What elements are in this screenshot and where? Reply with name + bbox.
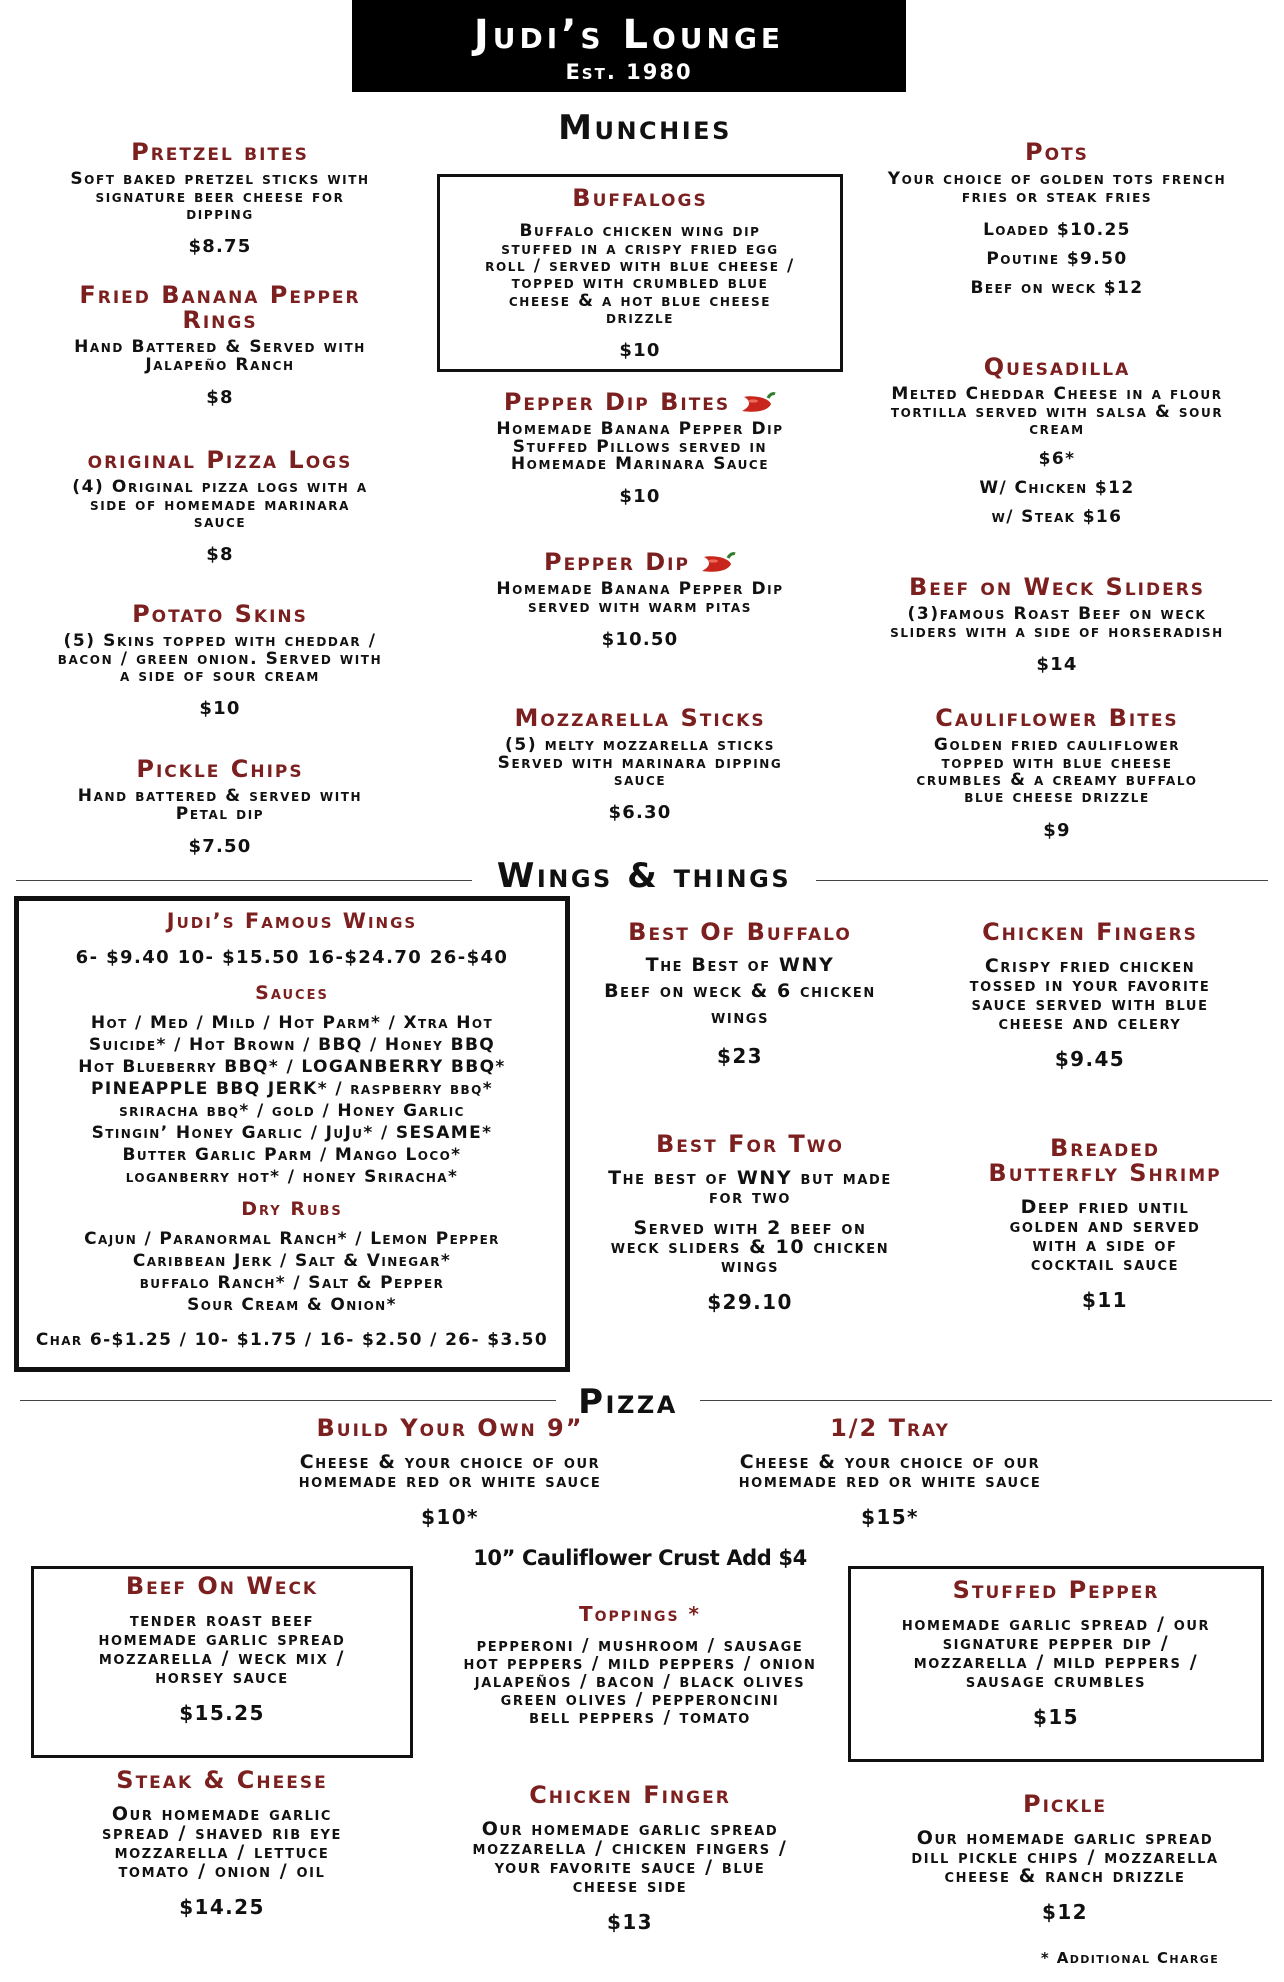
item-description: homemade garlic spread / our signature pepper dip / mozzarella / mild peppers / sausage crumbles [901, 1613, 1211, 1693]
item-option: w/ Steak $16 [991, 507, 1123, 528]
item-title: Mozzarella Sticks [514, 704, 766, 732]
item-title: Beef On Weck [125, 1572, 319, 1600]
item-title: Steak & Cheese [116, 1766, 328, 1794]
item-description: Our homemade garlic spread dill pickle chips / mozzarella cheese & ranch drizzle [911, 1827, 1219, 1888]
menu-item-fried-banana-pepper-rings [20, 283, 420, 408]
item-title: Pretzel bites [131, 138, 309, 166]
wing-prices: 6- $9.40 10- $15.50 16-$24.70 26-$40 [75, 947, 509, 969]
item-description: tender roast beef homemade garlic spread mozzarella / weck mix / horsey sauce [98, 1609, 346, 1689]
chili-pepper-icon [698, 551, 736, 575]
header-banner [352, 0, 906, 92]
item-price: $9 [1043, 819, 1071, 841]
section-divider [700, 1400, 1272, 1401]
item-option: W/ Chicken $12 [979, 478, 1135, 499]
item-description: (3)famous Roast Beef on weck sliders with a side of horseradish [890, 604, 1224, 642]
item-title: Best Of Buffalo [628, 918, 852, 946]
section-divider [16, 880, 472, 881]
menu-item-beef-on-weck-sliders [850, 575, 1264, 675]
menu-item-best-for-two [575, 1132, 925, 1314]
item-description: Cheese & your choice of our homemade red or white sauce [298, 1451, 602, 1493]
established-year: Est. 1980 [565, 60, 693, 84]
item-price: $10* [421, 1505, 479, 1530]
menu-item-pepper-dip-bites [440, 390, 840, 507]
item-title: Pickle [1022, 1790, 1107, 1818]
item-price: $15 [1033, 1705, 1079, 1730]
menu-item-pickle-chips [20, 757, 420, 857]
item-option: Poutine $9.50 [986, 248, 1128, 269]
item-title: Pepper Dip [440, 550, 840, 575]
item-price: $12 [1042, 1900, 1088, 1925]
item-description: Buffalo chicken wing dip stuffed in a crispy fried egg roll / served with blue cheese / topped with crumbled blue cheese & a hot blue cheese drizzle [485, 221, 795, 328]
section-divider [20, 1400, 556, 1401]
item-title: Breaded Butterfly Shrimp [988, 1134, 1222, 1188]
item-title: Build Your Own 9” [316, 1414, 584, 1442]
sauces-list: Hot / Med / Mild / Hot Parm* / Xtra Hot Suicide* / Hot Brown / BBQ / Honey BBQ Hot Blueberry BBQ* / LOGANBERRY BBQ* PINEAPPLE BBQ JERK* / raspberry bbq* sriracha bbq* / gold / Honey Garlic Stingin’ Honey Garlic / JuJu* / SESAME* Butter Garlic Parm / Mango Loco* loganberry hot* / honey Sriracha* [78, 1012, 506, 1187]
dry-rubs-heading: Dry Rubs [241, 1197, 343, 1220]
item-description: The Best of WNY Beef on weck & 6 chicken wings [604, 954, 876, 1029]
item-price: $8 [206, 387, 234, 409]
item-title: Judi’s Famous Wings [166, 909, 418, 933]
restaurant-name: Judi’s Lounge [473, 12, 785, 58]
item-option: Loaded $10.25 [983, 219, 1131, 240]
item-price: $6.30 [608, 802, 672, 824]
menu-item-quesadilla [850, 355, 1264, 527]
item-title: Chicken Fingers [982, 918, 1198, 946]
item-title: Pots [1025, 138, 1089, 166]
item-description: pepperoni / mushroom / sausage hot peppers / mild peppers / onion jalapeños / bacon / black olives green olives / pepperoncini bell peppers / tomato [463, 1635, 817, 1728]
item-price: $7.50 [188, 835, 252, 857]
menu-item-mozzarella-sticks [440, 706, 840, 823]
item-description: Cheese & your choice of our homemade red or white sauce [738, 1451, 1042, 1493]
menu-item-best-of-buffalo [570, 920, 910, 1068]
item-price: $13 [607, 1910, 653, 1935]
item-title: Stuffed Pepper [952, 1576, 1160, 1604]
item-description: Golden fried cauliflower topped with blue cheese crumbles & a creamy buffalo blue cheese drizzle [916, 735, 1198, 808]
item-price: $9.45 [1054, 1047, 1126, 1072]
item-price: $15* [861, 1505, 919, 1530]
item-title: Potato Skins [132, 600, 308, 628]
menu-item-breaded-butterfly-shrimp [935, 1136, 1275, 1312]
menu-item-cauliflower-bites [850, 706, 1264, 841]
item-price: $10.50 [601, 628, 679, 650]
menu-item-pepper-dip [440, 550, 840, 650]
menu-item-judis-famous-wings [22, 910, 562, 1350]
item-price: $29.10 [707, 1290, 793, 1315]
item-title: Cauliflower Bites [935, 704, 1179, 732]
item-price: $10 [619, 340, 661, 362]
menu-item-steak-and-cheese [22, 1768, 422, 1919]
menu-item-pots [850, 140, 1264, 298]
item-price: $10 [199, 698, 241, 720]
item-title: Best For Two [656, 1130, 844, 1158]
item-description: Hand battered & served with Petal dip [77, 786, 363, 824]
section-divider [816, 880, 1268, 881]
item-description: (5) melty mozzarella sticks Served with marinara dipping sauce [497, 735, 783, 790]
item-description: Soft baked pretzel sticks with signature beer cheese for dipping [70, 169, 370, 224]
item-description: Melted Cheddar Cheese in a flour tortilla served with salsa & sour cream [890, 384, 1224, 439]
item-title: Chicken Finger [529, 1781, 731, 1809]
item-title: Pickle Chips [136, 755, 304, 783]
item-description: Our homemade garlic spread mozzarella / chicken fingers / your favorite sauce / blue cheese side [472, 1818, 788, 1898]
menu-item-pickle-pizza [855, 1792, 1275, 1924]
footnote-additional-charge: * Additional Charge [1040, 1949, 1220, 1967]
item-title: original Pizza Logs [87, 446, 353, 474]
chili-pepper-icon [738, 391, 776, 415]
menu-item-potato-skins [20, 602, 420, 719]
sauces-heading: Sauces [255, 982, 329, 1005]
section-heading-wings: Wings & things [496, 856, 792, 896]
item-description: Homemade Banana Pepper Dip Stuffed Pillows served in Homemade Marinara Sauce [496, 419, 784, 474]
menu-item-stuffed-pepper [851, 1578, 1261, 1729]
item-price: $23 [717, 1044, 763, 1069]
char-pricing: Char 6-$1.25 / 10- $1.75 / 16- $2.50 / 26- $3.50 [35, 1329, 549, 1350]
item-title: Pepper Dip Bites [440, 390, 840, 415]
item-title: Buffalogs [572, 184, 708, 212]
item-description: Crispy fried chicken tossed in your favorite sauce served with blue cheese and celery [969, 955, 1211, 1035]
section-heading-munchies: Munchies [558, 108, 732, 148]
item-description: Our homemade garlic spread / shaved rib eye mozzarella / lettuce tomato / onion / oil [102, 1803, 342, 1883]
menu-item-build-your-own [250, 1416, 650, 1529]
item-title: Beef on Weck Sliders [908, 573, 1206, 601]
item-price: $8.75 [188, 236, 252, 258]
item-price: $6* [1038, 449, 1076, 470]
item-description: Homemade Banana Pepper Dip served with warm pitas [496, 579, 784, 617]
item-price: $14 [1036, 653, 1078, 675]
item-description: The best of WNY but made for two Served with 2 beef on weck sliders & 10 chicken wings [608, 1167, 892, 1278]
menu-item-half-tray [690, 1416, 1090, 1529]
item-description: Deep fried until golden and served with a side of cocktail sauce [1009, 1196, 1201, 1276]
menu-item-beef-on-weck-pizza [34, 1574, 410, 1725]
item-description: (5) Skins topped with cheddar / bacon / green onion. Served with a side of sour cream [57, 631, 383, 686]
cauliflower-crust-note: 10” Cauliflower Crust Add $4 [473, 1546, 807, 1570]
menu-item-toppings [420, 1604, 860, 1727]
menu-item-pizza-logs [20, 448, 420, 565]
item-price: $10 [619, 486, 661, 508]
item-title: Fried Banana Pepper Rings [79, 281, 361, 335]
menu-item-pretzel-bites [20, 140, 420, 257]
item-title: 1/2 Tray [830, 1414, 950, 1442]
item-title: Quesadilla [983, 353, 1131, 381]
menu-item-buffalogs [440, 186, 840, 361]
item-price: $15.25 [179, 1701, 265, 1726]
dry-rubs-list: Cajun / Paranormal Ranch* / Lemon Pepper Caribbean Jerk / Salt & Vinegar* buffalo Ranch* / Salt & Pepper Sour Cream & Onion* [84, 1228, 500, 1315]
menu-item-chicken-finger-pizza [420, 1783, 840, 1934]
item-price: $11 [1082, 1288, 1128, 1313]
item-title: Toppings * [579, 1602, 701, 1626]
item-price: $14.25 [179, 1895, 265, 1920]
item-price: $8 [206, 544, 234, 566]
item-description: Your choice of golden tots french fries or steak fries [887, 169, 1227, 207]
item-option: Beef on weck $12 [970, 277, 1144, 298]
section-heading-pizza: Pizza [578, 1382, 678, 1422]
menu-item-chicken-fingers [920, 920, 1260, 1071]
item-description: Hand Battered & Served with Jalapeño Ranch [74, 337, 366, 375]
item-description: (4) Original pizza logs with a side of homemade marinara sauce [72, 477, 368, 532]
